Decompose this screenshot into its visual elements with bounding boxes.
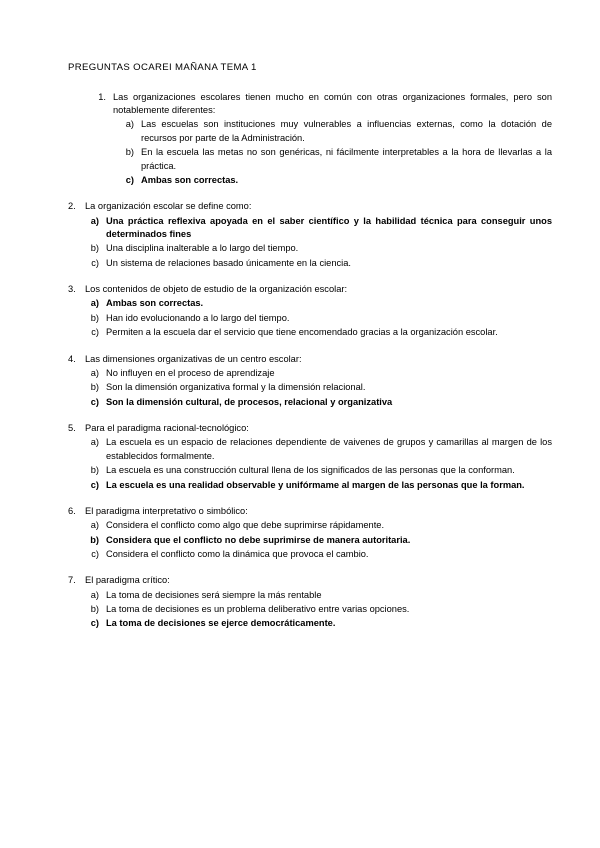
answer-option[interactable] — [68, 215, 552, 242]
answer-option[interactable] — [68, 617, 552, 630]
answer-option[interactable] — [68, 603, 552, 616]
answer-label: b) — [90, 312, 99, 323]
question-text: Los contenidos de objeto de estudio de la organización escolar: — [85, 284, 348, 295]
answer-label: a) — [90, 437, 99, 448]
question-text: El paradigma interpretativo o simbólico: — [85, 505, 248, 516]
answer-list — [89, 118, 552, 187]
answer-option[interactable] — [110, 118, 552, 145]
question-block — [68, 422, 552, 492]
question-text: El paradigma crítico: — [85, 575, 170, 586]
question-number: 7. — [68, 575, 76, 586]
question-text: Para el paradigma racional-tecnológico: — [85, 423, 249, 434]
answer-text: Una disciplina inalterable a lo largo del tiempo. — [106, 243, 299, 254]
answer-list — [68, 215, 552, 271]
question-number: 1. — [98, 92, 106, 102]
answer-label: a) — [90, 589, 99, 600]
answer-option[interactable] — [68, 396, 552, 409]
answer-text: Considera el conflicto como la dinámica que provoca el cambio. — [106, 548, 369, 559]
answer-option[interactable] — [68, 242, 552, 255]
answer-text: La toma de decisiones será siempre la más rentable — [106, 589, 322, 600]
question-text: La organización escolar se define como: — [85, 201, 252, 212]
answer-text: La escuela es una construcción cultural llena de los significados de las personas que la conforman. — [106, 465, 515, 476]
answer-label: c) — [90, 396, 99, 407]
answer-label: c) — [91, 257, 99, 268]
answer-option[interactable] — [68, 519, 552, 532]
question-line — [68, 505, 552, 518]
answer-list — [68, 589, 552, 631]
answer-list — [68, 436, 552, 492]
question-number: 2. — [68, 201, 76, 212]
answer-text: Las escuelas son instituciones muy vulnerables a influencias externas, como la dotación de recursos por parte de la Administración. — [141, 119, 552, 143]
answer-text: No influyen en el proceso de aprendizaje — [106, 367, 275, 378]
answer-list — [68, 367, 552, 409]
answer-option[interactable] — [68, 436, 552, 463]
answer-option[interactable] — [68, 548, 552, 561]
questions-list — [68, 91, 552, 631]
question-line — [68, 200, 552, 213]
answer-label: b) — [90, 603, 99, 614]
answer-label: a) — [90, 215, 99, 226]
answer-text: Son la dimensión organizativa formal y la dimensión relacional. — [106, 382, 366, 393]
answer-text: La escuela es un espacio de relaciones dependiente de vaivenes de grupos y camarillas al margen de los establecidos formalmente. — [106, 437, 552, 461]
answer-label: b) — [90, 534, 99, 545]
question-line — [68, 574, 552, 587]
question-number: 6. — [68, 505, 76, 516]
answer-option[interactable] — [68, 312, 552, 325]
answer-text: La toma de decisiones es un problema deliberativo entre varias opciones. — [106, 603, 410, 614]
question-block — [68, 200, 552, 270]
answer-list — [68, 519, 552, 561]
question-block — [68, 574, 552, 630]
answer-text: Son la dimensión cultural, de procesos, relacional y organizativa — [106, 396, 393, 407]
answer-option[interactable] — [68, 381, 552, 394]
answer-label: a) — [90, 298, 99, 309]
answer-option[interactable] — [68, 479, 552, 492]
question-line — [68, 283, 552, 296]
answer-label: c) — [90, 618, 99, 629]
question-block — [68, 353, 552, 409]
answer-label: c) — [91, 327, 99, 338]
answer-label: c) — [90, 479, 99, 490]
answer-label: c) — [91, 548, 99, 559]
answer-option[interactable] — [68, 534, 552, 547]
question-number: 5. — [68, 423, 76, 434]
answer-option[interactable] — [110, 174, 552, 187]
answer-text: La escuela es una realidad observable y unifórmame al margen de las personas que la forman. — [106, 479, 525, 490]
answer-text: Han ido evolucionando a lo largo del tiempo. — [106, 312, 290, 323]
answer-option[interactable] — [68, 367, 552, 380]
answer-label: a) — [90, 367, 99, 378]
answer-label: b) — [90, 382, 99, 393]
question-block — [68, 91, 552, 187]
answer-text: Una práctica reflexiva apoyada en el saber científico y la habilidad técnica para conseguir unos determinados fines — [106, 215, 552, 240]
answer-text: Considera que el conflicto no debe suprimirse de manera autoritaria. — [106, 534, 411, 545]
answer-text: Permiten a la escuela dar el servicio que tiene encomendado gracias a la organización escolar. — [106, 327, 498, 338]
answer-label: b) — [90, 243, 99, 254]
answer-label: c) — [125, 175, 134, 186]
answer-list — [68, 297, 552, 339]
answer-text: Ambas son correctas. — [106, 298, 204, 309]
question-text: Las organizaciones escolares tienen mucho en común con otras organizaciones formales, pero son notablemente diferentes: — [113, 92, 552, 116]
question-line — [89, 91, 552, 117]
answer-option[interactable] — [68, 297, 552, 310]
answer-label: b) — [125, 147, 134, 158]
answer-text: Un sistema de relaciones basado únicamente en la ciencia. — [106, 257, 351, 268]
question-block — [68, 505, 552, 561]
question-text: Las dimensiones organizativas de un centro escolar: — [85, 353, 302, 364]
answer-option[interactable] — [68, 464, 552, 477]
answer-text: La toma de decisiones se ejerce democráticamente. — [106, 618, 336, 629]
question-number: 4. — [68, 353, 76, 364]
answer-text: Considera el conflicto como algo que debe suprimirse rápidamente. — [106, 520, 385, 531]
question-number: 3. — [68, 284, 76, 295]
answer-option[interactable] — [68, 257, 552, 270]
answer-label: a) — [90, 520, 99, 531]
answer-text: Ambas son correctas. — [141, 175, 239, 186]
answer-option[interactable] — [68, 326, 552, 339]
answer-label: b) — [90, 465, 99, 476]
answer-label: a) — [125, 119, 134, 130]
question-line — [68, 422, 552, 435]
answer-option[interactable] — [68, 589, 552, 602]
page-title: PREGUNTAS OCAREI MAÑANA TEMA 1 — [68, 62, 257, 73]
question-block — [68, 283, 552, 339]
answer-text: En la escuela las metas no son genéricas, ni fácilmente interpretables a la hora de llevarlas a la práctica. — [141, 147, 552, 171]
answer-option[interactable] — [110, 146, 552, 173]
question-line — [68, 353, 552, 366]
